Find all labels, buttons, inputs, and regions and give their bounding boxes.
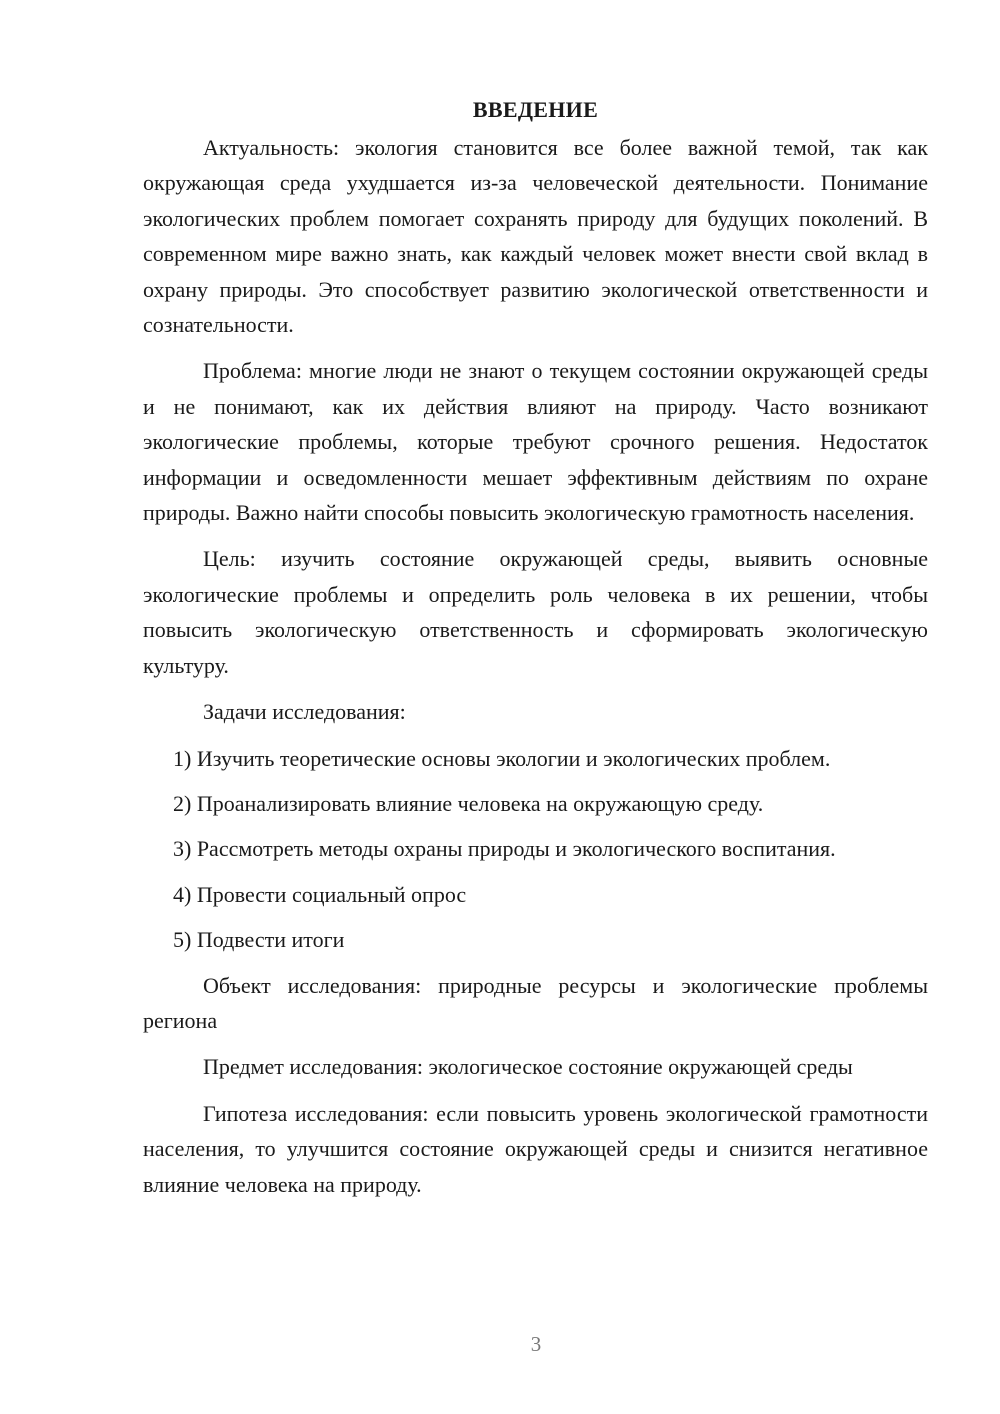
tasks-list	[143, 741, 928, 958]
paragraph-relevance: Актуальность: экология становится все более важной темой, так как окружающая среда ухудшается из-за человеческой деятельности. Понимание экологических проблем помогает сохранять природу для будущих поколений. В современном мире важно знать, как каждый человек может внести свой вклад в охрану природы. Это способствует развитию экологической ответственности и сознательности.	[143, 135, 928, 338]
document-body	[143, 92, 928, 1213]
paragraph-goal: Цель: изучить состояние окружающей среды, выявить основные экологические проблемы и определить роль человека в их решении, чтобы повысить экологическую ответственность и сформировать экологическую культуру.	[143, 546, 928, 678]
paragraph-object: Объект исследования: природные ресурсы и экологические проблемы региона	[143, 972, 928, 1033]
paragraph-subject: Предмет исследования: экологическое состояние окружающей среды	[203, 1054, 853, 1080]
paragraph-problem: Проблема: многие люди не знают о текущем состоянии окружающей среды и не понимают, как их действия влияют на природу. Часто возникают экологические проблемы, которые требуют срочного решения. Недостаток информации и осведомленности мешает эффективным действиям по охране природы. Важно найти способы повысить экологическую грамотность населения.	[143, 358, 928, 526]
paragraph-hypothesis: Гипотеза исследования: если повысить уровень экологической грамотности населения, то улучшится состояние окружающей среды и снизится негативное влияние человека на природу.	[143, 1100, 928, 1197]
page-number: 3	[530, 1332, 542, 1356]
list-item: 3) Рассмотреть методы охраны природы и экологического воспитания.	[173, 836, 836, 862]
list-item: 1) Изучить теоретические основы экологии и экологических проблем.	[173, 745, 831, 771]
list-item: 5) Подвести итоги	[173, 927, 345, 953]
page-title: ВВЕДЕНИЕ	[472, 97, 599, 122]
list-item: 2) Проанализировать влияние человека на окружающую среду.	[173, 790, 764, 816]
tasks-heading: Задачи исследования:	[203, 699, 406, 725]
list-item: 4) Провести социальный опрос	[173, 881, 467, 907]
